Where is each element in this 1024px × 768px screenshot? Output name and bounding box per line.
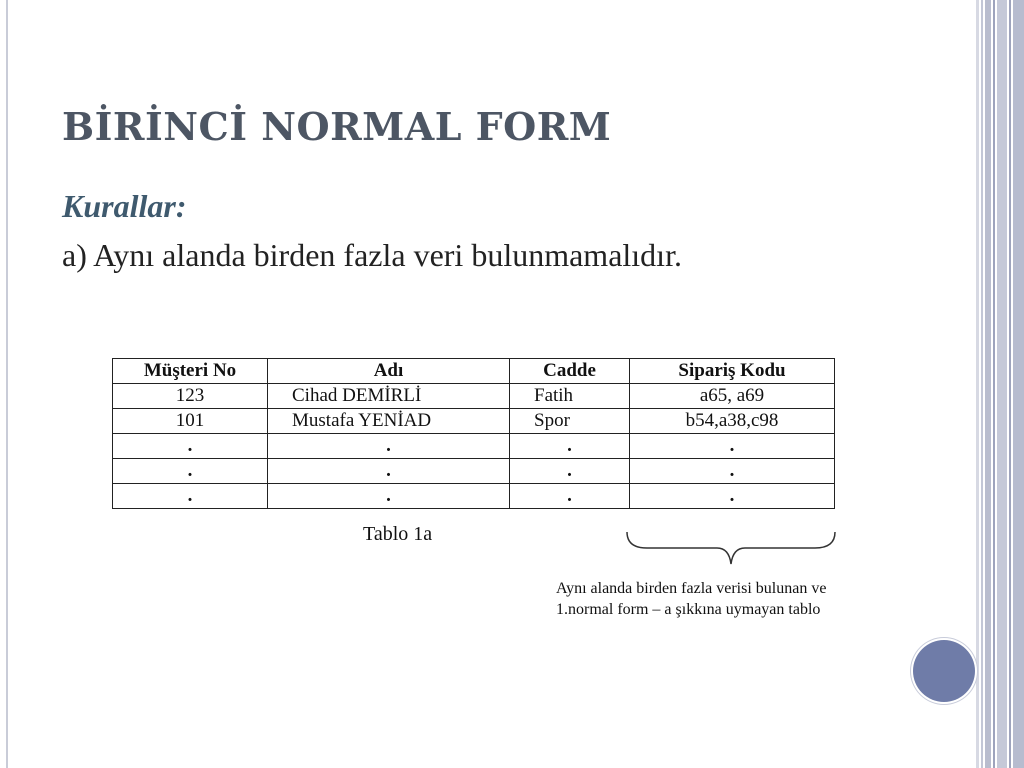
table-cell: . [630,459,835,484]
stripe [976,0,979,768]
table-cell: . [113,459,268,484]
stripe [997,0,1007,768]
table-header-row [113,359,835,384]
table-cell: Fatih [510,384,630,409]
table-cell: . [510,434,630,459]
column-header-order-code: Sipariş Kodu [630,359,835,384]
column-header-name: Adı [268,359,510,384]
table-cell: . [510,484,630,509]
annotation-text [556,578,896,620]
rules-heading: Kurallar: [62,188,187,224]
annotation-line-2: 1.normal form – a şıkkına uymayan tablo [556,601,821,618]
table-row [113,409,835,434]
table-row [113,459,835,484]
table-cell: . [268,434,510,459]
table-cell: . [630,484,835,509]
table-cell: a65, a69 [630,384,835,409]
stripe [1009,0,1011,768]
table-row [113,434,835,459]
rule-a-text: a) Aynı alanda birden fazla veri bulunmamalıdır. [62,237,682,273]
table-cell: . [510,459,630,484]
table-cell: . [630,434,835,459]
example-table [112,358,835,509]
table-cell: Mustafa YENİAD [268,409,510,434]
column-header-street: Cadde [510,359,630,384]
stripe [993,0,995,768]
curly-brace-icon [625,530,837,570]
table-cell: . [113,434,268,459]
stripe [1013,0,1024,768]
table-row [113,484,835,509]
table-cell: Spor [510,409,630,434]
table-cell: . [113,484,268,509]
table-row [113,384,835,409]
slide-title: BİRİNCİ NORMAL FORM [62,104,612,149]
stripe [985,0,991,768]
table-cell: Cihad DEMİRLİ [268,384,510,409]
table-cell: b54,a38,c98 [630,409,835,434]
column-header-customer-no: Müşteri No [113,359,268,384]
stripe [981,0,983,768]
left-frame-line [0,0,8,768]
table-cell: 123 [113,384,268,409]
table-cell: . [268,484,510,509]
decorative-side-stripes [976,0,1024,768]
table-caption: Tablo 1a [363,523,433,545]
annotation-line-1: Aynı alanda birden fazla verisi bulunan ve [556,580,827,597]
decorative-circle [913,640,975,702]
table-cell: . [268,459,510,484]
table-cell: 101 [113,409,268,434]
